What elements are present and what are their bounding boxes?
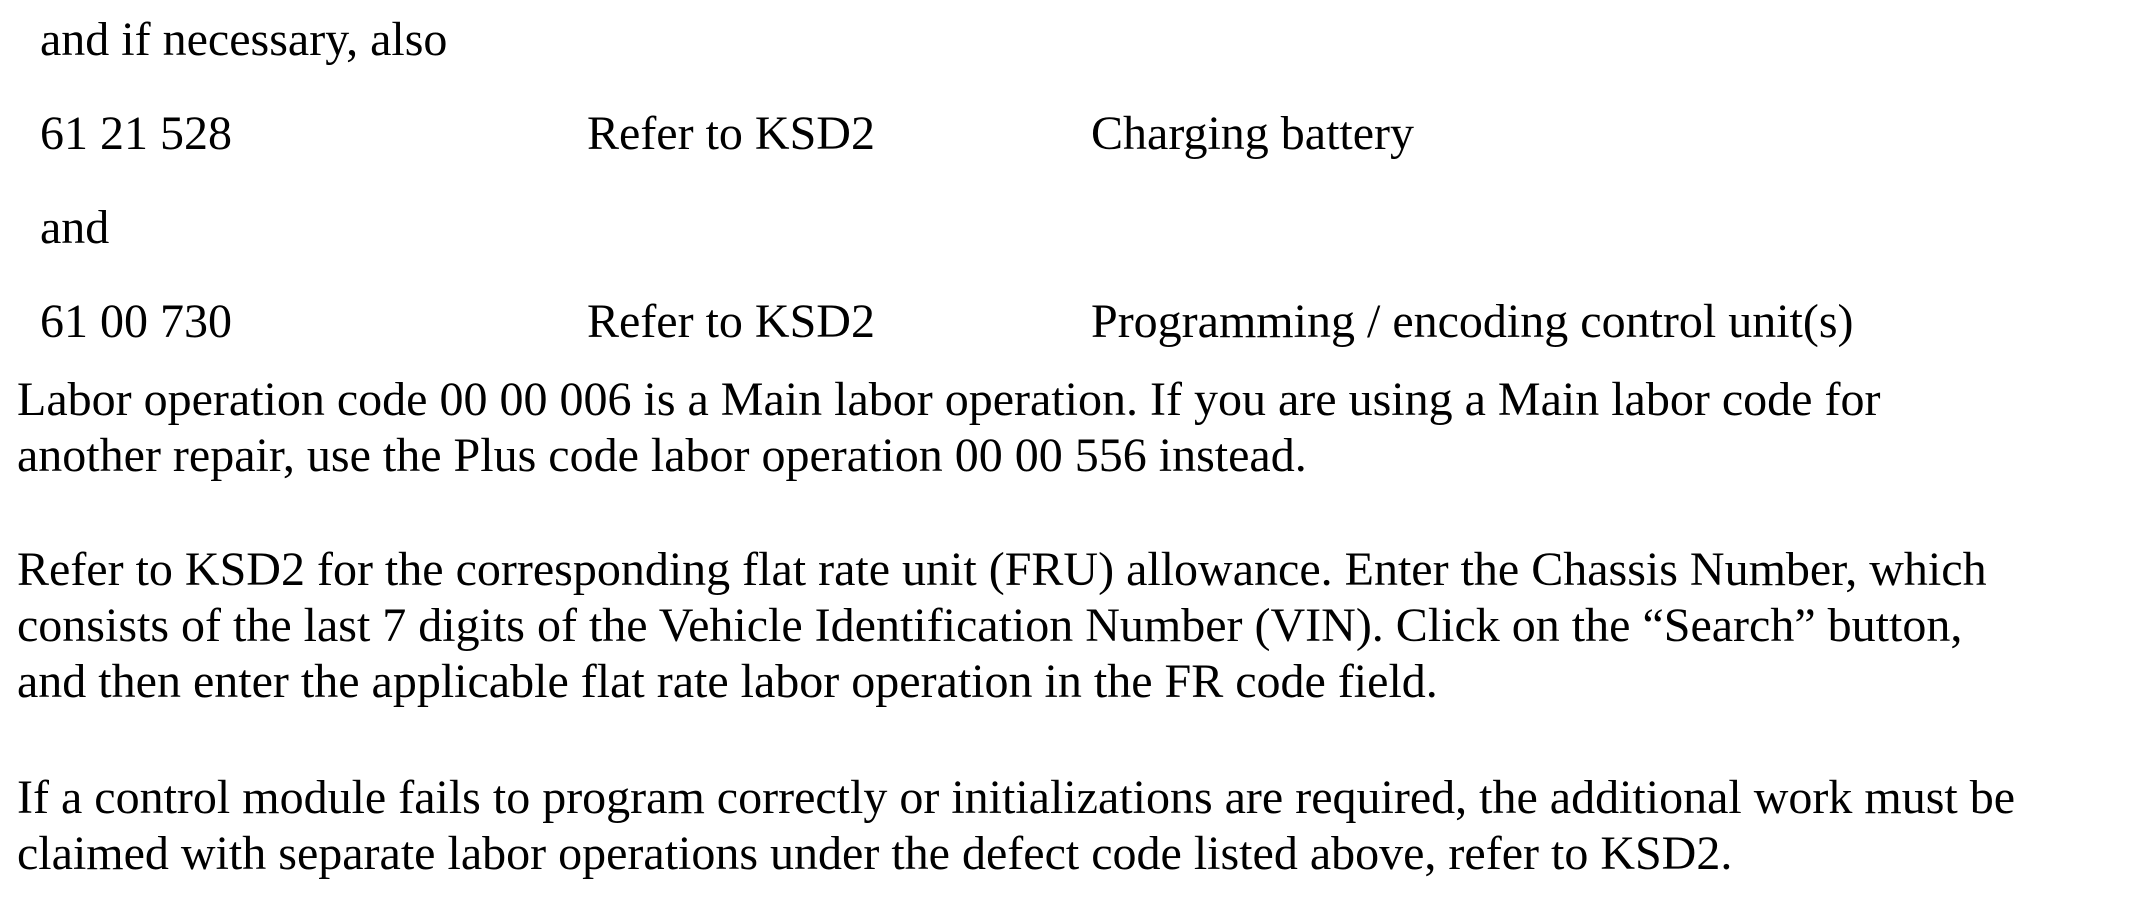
paragraph-line: claimed with separate labor operations under the defect code listed above, refer to KSD2. bbox=[17, 827, 1733, 880]
paragraph-line: another repair, use the Plus code labor operation 00 00 556 instead. bbox=[17, 429, 1307, 482]
labor-description: Programming / encoding control unit(s) bbox=[1091, 295, 1854, 348]
control-module-paragraph bbox=[17, 770, 2137, 882]
paragraph-line: If a control module fails to program correctly or initializations are required, the additional work must be bbox=[17, 771, 2016, 824]
paragraph-line: Labor operation code 00 00 006 is a Main labor operation. If you are using a Main labor code for bbox=[17, 373, 1881, 426]
connector-text: and bbox=[40, 201, 110, 254]
labor-reference: Refer to KSD2 bbox=[587, 295, 875, 348]
labor-code: 61 00 730 bbox=[40, 295, 232, 348]
fru-allowance-paragraph bbox=[17, 542, 2137, 710]
paragraph-line: Refer to KSD2 for the corresponding flat rate unit (FRU) allowance. Enter the Chassis Number, which bbox=[17, 543, 1987, 596]
paragraph-line: and then enter the applicable flat rate labor operation in the FR code field. bbox=[17, 655, 1438, 708]
main-labor-paragraph bbox=[17, 372, 2137, 484]
labor-description: Charging battery bbox=[1091, 107, 1415, 160]
paragraph-line: consists of the last 7 digits of the Vehicle Identification Number (VIN). Click on the “Search” button, bbox=[17, 599, 1963, 652]
labor-reference: Refer to KSD2 bbox=[587, 107, 875, 160]
intro-text: and if necessary, also bbox=[40, 13, 448, 66]
labor-row bbox=[0, 294, 2149, 350]
labor-row bbox=[0, 106, 2149, 162]
labor-code: 61 21 528 bbox=[40, 107, 232, 160]
